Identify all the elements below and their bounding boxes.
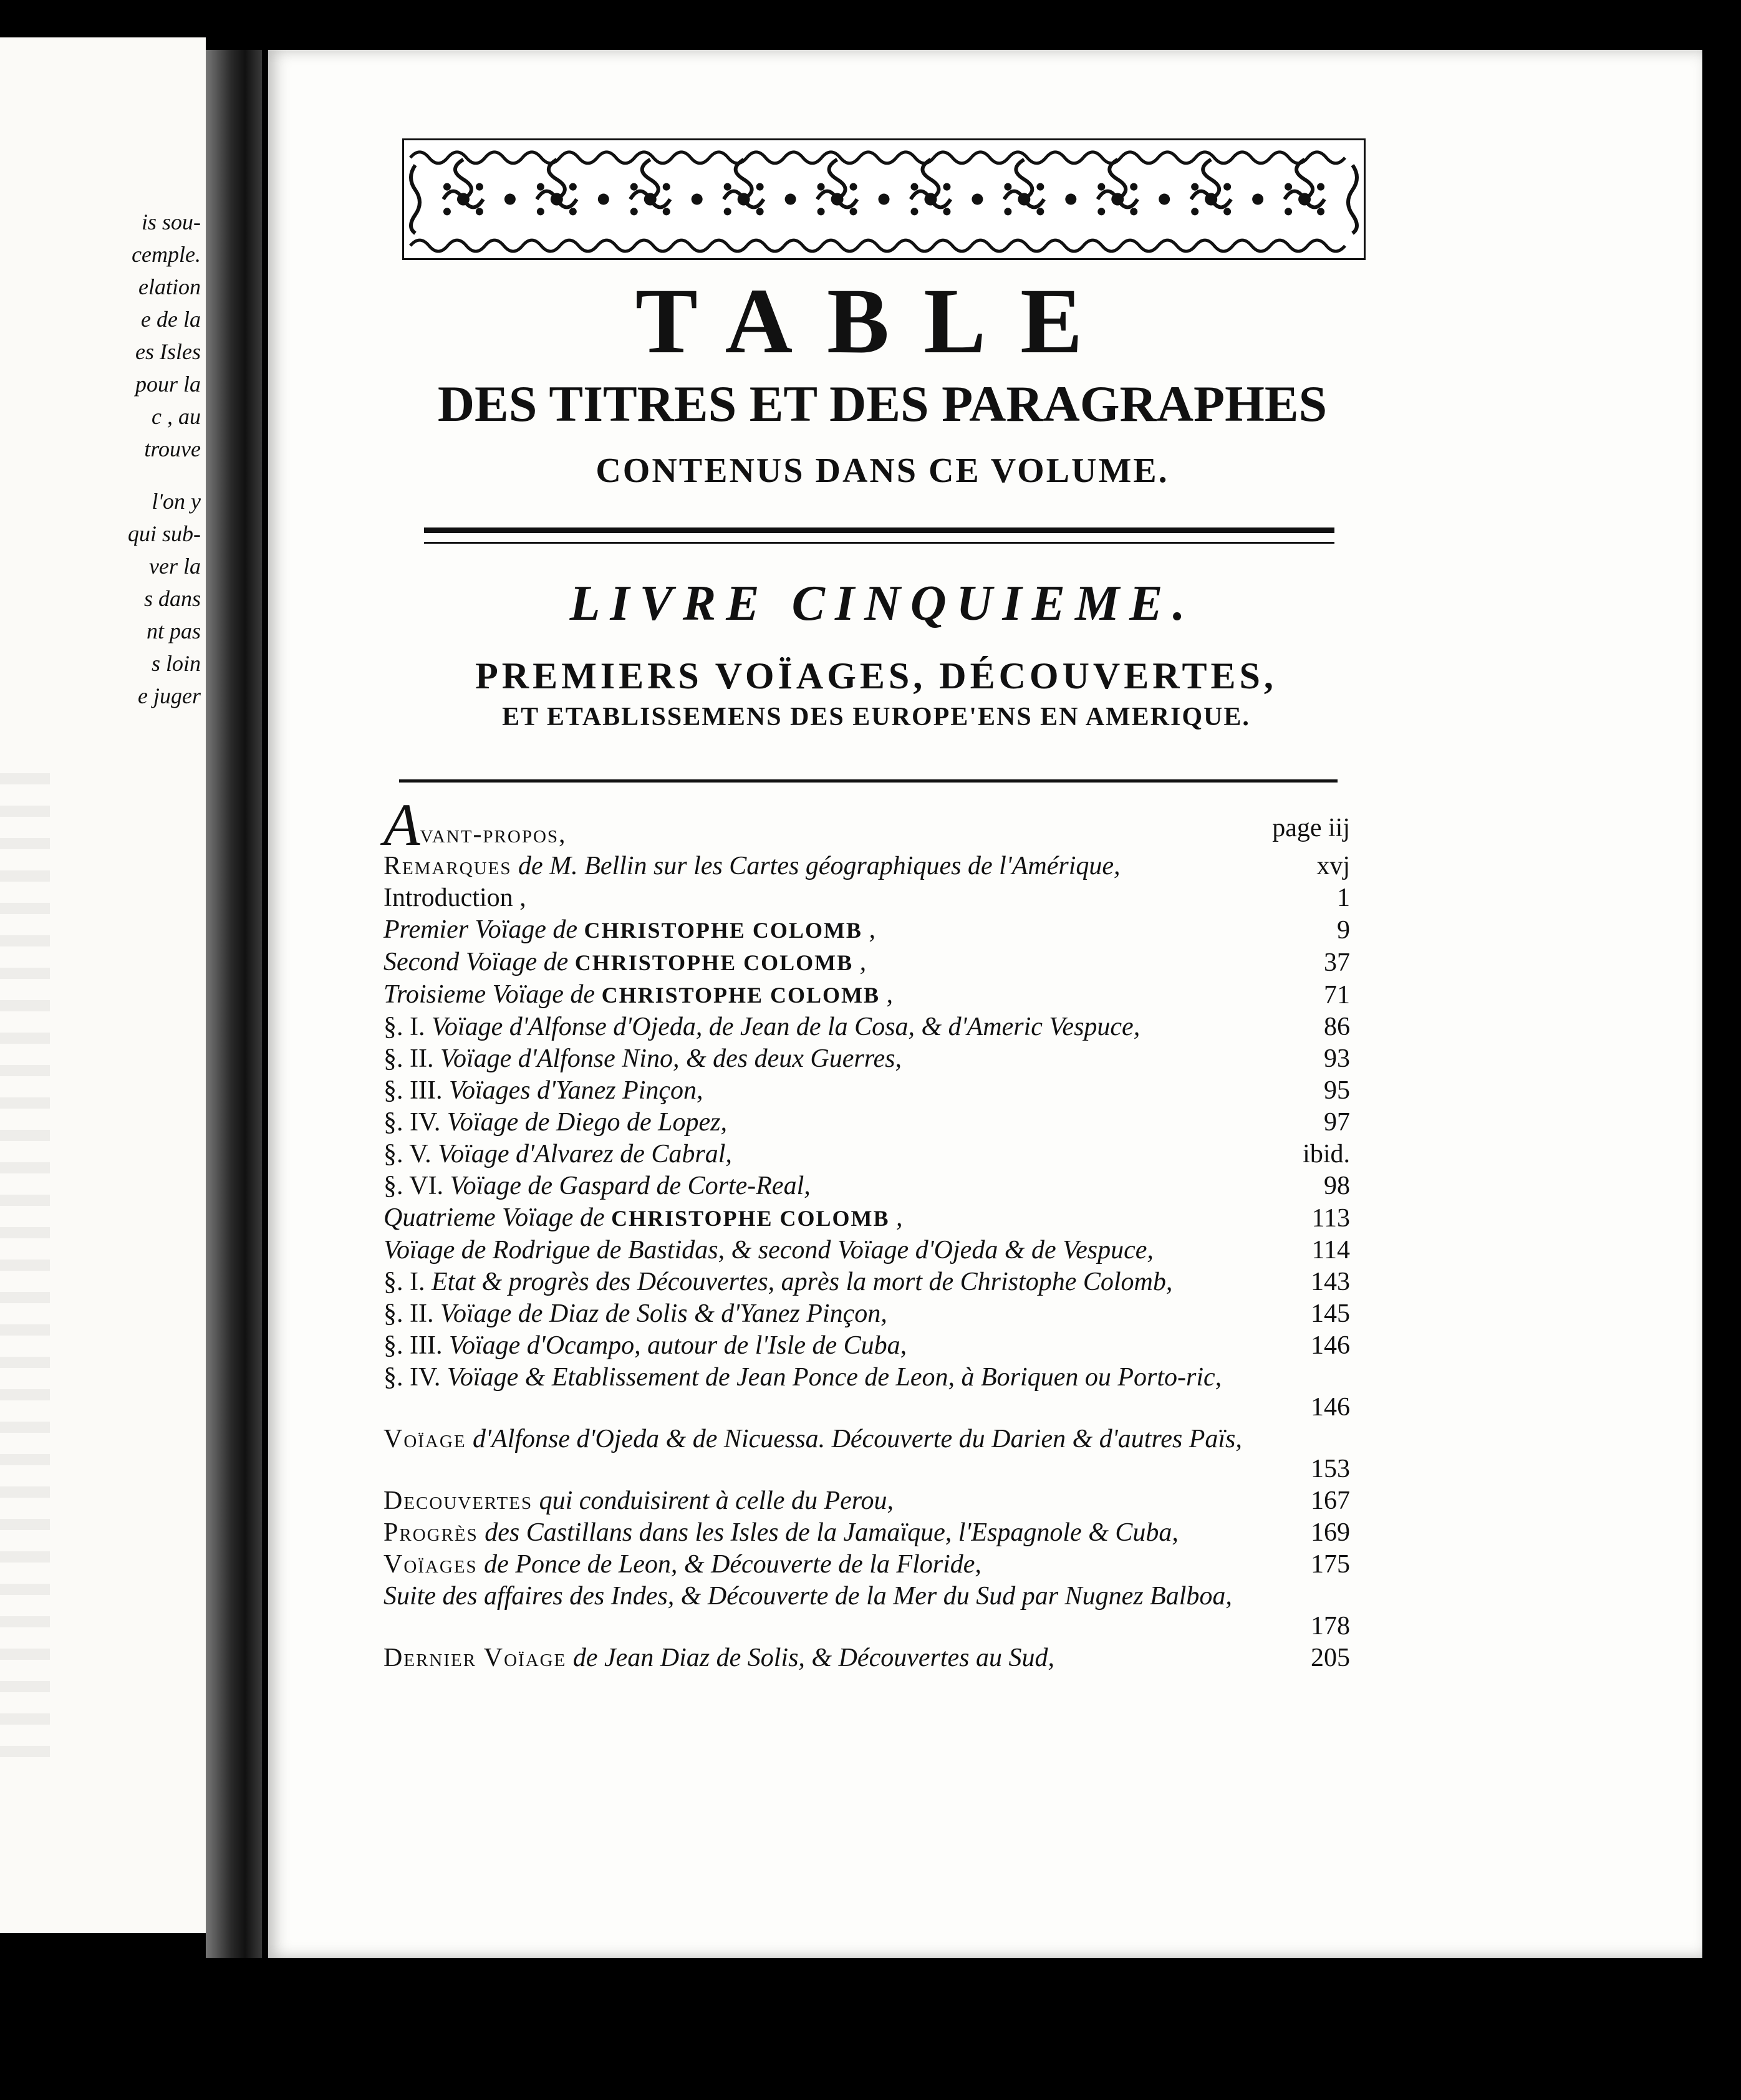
toc-section-number: §. II. bbox=[383, 1299, 440, 1328]
left-fragment: cemple. bbox=[132, 242, 201, 267]
toc-page-number: 146 bbox=[1311, 1393, 1350, 1422]
toc-page-number: 205 bbox=[1311, 1644, 1350, 1672]
toc-title: Premier Voïage de bbox=[383, 915, 584, 944]
toc-entry bbox=[383, 1011, 1350, 1043]
toc-page-number: 178 bbox=[1311, 1612, 1350, 1640]
headpiece-ornament bbox=[402, 138, 1366, 260]
toc-entry bbox=[383, 946, 1350, 979]
toc-title: Quatrieme Voïage de bbox=[383, 1203, 612, 1232]
toc-entry bbox=[383, 1266, 1350, 1298]
faded-show-through bbox=[0, 773, 50, 1771]
toc-entry bbox=[383, 1581, 1350, 1642]
book-heading: LIVRE CINQUIEME. bbox=[569, 576, 1195, 631]
toc-entry bbox=[383, 1235, 1350, 1266]
toc-entry bbox=[383, 979, 1350, 1011]
toc-section-number: §. IV. bbox=[383, 1108, 447, 1137]
toc-entry bbox=[383, 1139, 1350, 1170]
toc-page-number: 86 bbox=[1324, 1013, 1350, 1041]
table-of-contents bbox=[383, 787, 1350, 1674]
left-fragment: c , au bbox=[152, 404, 201, 429]
left-facing-page bbox=[0, 37, 206, 1933]
left-fragment: s dans bbox=[143, 586, 201, 611]
toc-person-name: CHRISTOPHE COLOMB bbox=[574, 950, 854, 975]
toc-entry bbox=[383, 787, 1350, 858]
toc-person-name: CHRISTOPHE COLOMB bbox=[601, 983, 880, 1008]
left-fragment: nt pas bbox=[146, 619, 201, 643]
toc-entry bbox=[383, 1330, 1350, 1362]
left-fragment: elation bbox=[138, 274, 201, 299]
toc-entry bbox=[383, 1362, 1350, 1423]
toc-lead: Voïage bbox=[383, 1425, 466, 1453]
toc-page-number: page iij bbox=[1272, 814, 1350, 842]
toc-lead: Dernier Voïage bbox=[383, 1644, 567, 1672]
toc-section-number: §. V. bbox=[383, 1140, 438, 1168]
toc-title: Voïage de Gaspard de Corte-Real, bbox=[450, 1172, 811, 1200]
toc-title: Voïage d'Alvarez de Cabral, bbox=[438, 1140, 732, 1168]
toc-section-number: §. III. bbox=[383, 1076, 449, 1105]
toc-page-number: 9 bbox=[1337, 916, 1350, 945]
toc-entry bbox=[383, 1423, 1350, 1485]
toc-section-number: §. IV. bbox=[383, 1363, 447, 1392]
left-fragment: l'on y bbox=[152, 489, 201, 514]
toc-page-number: 145 bbox=[1311, 1299, 1350, 1328]
toc-title: Introduction , bbox=[383, 884, 526, 912]
toc-person-name: CHRISTOPHE COLOMB bbox=[611, 1206, 890, 1231]
left-fragment: e de la bbox=[141, 307, 201, 332]
toc-page-number: 167 bbox=[1311, 1486, 1350, 1515]
toc-title: des Castillans dans les Isles de la Jamaïque, l'Espagnole & Cuba, bbox=[478, 1518, 1179, 1547]
toc-entry bbox=[383, 882, 1350, 914]
toc-title: d'Alfonse d'Ojeda & de Nicuessa. Découverte du Darien & d'autres Païs, bbox=[466, 1425, 1242, 1453]
toc-section-number: §. I. bbox=[383, 1268, 432, 1296]
left-fragment: ver la bbox=[149, 554, 201, 579]
double-rule-divider bbox=[424, 527, 1334, 544]
toc-page-number: 153 bbox=[1311, 1455, 1350, 1483]
section-heading: PREMIERS VOÏAGES, DÉCOUVERTES, bbox=[475, 655, 1277, 696]
toc-entry bbox=[383, 1485, 1350, 1517]
toc-entry bbox=[383, 1075, 1350, 1107]
toc-punct: , bbox=[862, 915, 875, 944]
toc-entry bbox=[383, 1202, 1350, 1235]
toc-title: Troisieme Voïage de bbox=[383, 980, 602, 1009]
left-fragment: s loin bbox=[151, 651, 201, 676]
section-subheading: ET ETABLISSEMENS DES EUROPE'ENS EN AMERIQUE. bbox=[502, 703, 1250, 731]
left-fragment: qui sub- bbox=[128, 521, 201, 546]
toc-punct: , bbox=[879, 980, 893, 1009]
toc-page-number: 37 bbox=[1324, 948, 1350, 977]
left-fragment: e juger bbox=[138, 683, 201, 708]
toc-section-number: §. III. bbox=[383, 1331, 449, 1360]
toc-title: de Ponce de Leon, & Découverte de la Floride, bbox=[477, 1550, 981, 1579]
toc-title: Suite des affaires des Indes, & Découverte de la Mer du Sud par Nugnez Balboa, bbox=[383, 1582, 1232, 1611]
toc-title: Second Voïage de bbox=[383, 948, 575, 976]
toc-title: vant-propos, bbox=[420, 820, 567, 849]
toc-page-number: 98 bbox=[1324, 1172, 1350, 1200]
toc-section-number: §. II. bbox=[383, 1044, 440, 1073]
toc-title: Etat & progrès des Découvertes, après la mort de Christophe Colomb, bbox=[432, 1268, 1173, 1296]
toc-title: Voïage d'Alfonse Nino, & des deux Guerres, bbox=[440, 1044, 902, 1073]
toc-lead: Voïages bbox=[383, 1550, 478, 1579]
toc-dropcap: A bbox=[383, 791, 420, 858]
toc-page-number: 143 bbox=[1311, 1268, 1350, 1296]
page-title: TABLE bbox=[635, 269, 1117, 373]
toc-title: Voïage & Etablissement de Jean Ponce de Leon, à Boriquen ou Porto-ric, bbox=[446, 1363, 1222, 1392]
toc-title: Voïage de Diego de Lopez, bbox=[446, 1108, 727, 1137]
toc-lead: Decouvertes bbox=[383, 1486, 533, 1515]
toc-entry bbox=[383, 850, 1350, 882]
title-subtitle: DES TITRES ET DES PARAGRAPHES bbox=[437, 375, 1328, 432]
toc-page-number: 93 bbox=[1324, 1044, 1350, 1073]
toc-title: Voïage de Diaz de Solis & d'Yanez Pinçon, bbox=[440, 1299, 887, 1328]
toc-entry bbox=[383, 1298, 1350, 1330]
toc-entry bbox=[383, 1107, 1350, 1139]
toc-entry bbox=[383, 914, 1350, 946]
toc-section-number: §. VI. bbox=[383, 1172, 450, 1200]
toc-lead: Remarques bbox=[383, 852, 512, 880]
toc-entry bbox=[383, 1043, 1350, 1075]
toc-punct: , bbox=[853, 948, 867, 976]
toc-entry bbox=[383, 1170, 1350, 1202]
toc-title: qui conduisirent à celle du Perou, bbox=[533, 1486, 894, 1515]
toc-title: Voïage de Rodrigue de Bastidas, & second Voïage d'Ojeda & de Vespuce, bbox=[383, 1236, 1154, 1264]
toc-title: de M. Bellin sur les Cartes géographiques de l'Amérique, bbox=[511, 852, 1121, 880]
toc-punct: , bbox=[889, 1203, 903, 1232]
toc-page-number: 114 bbox=[1311, 1236, 1350, 1264]
toc-entry bbox=[383, 1549, 1350, 1581]
toc-title: Voïages d'Yanez Pinçon, bbox=[448, 1076, 703, 1105]
toc-title: de Jean Diaz de Solis, & Découvertes au Sud, bbox=[566, 1644, 1054, 1672]
left-fragment: is sou- bbox=[141, 210, 201, 234]
toc-page-number: 146 bbox=[1311, 1331, 1350, 1360]
toc-lead: Progrès bbox=[383, 1518, 478, 1547]
left-fragment: trouve bbox=[144, 436, 201, 461]
left-fragment: pour la bbox=[135, 372, 201, 397]
book-gutter bbox=[206, 50, 262, 1958]
section-divider bbox=[399, 779, 1338, 783]
toc-section-number: §. I. bbox=[383, 1013, 432, 1041]
toc-entry bbox=[383, 1517, 1350, 1549]
toc-page-number: 71 bbox=[1324, 981, 1350, 1009]
toc-page-number: 97 bbox=[1324, 1108, 1350, 1137]
toc-person-name: CHRISTOPHE COLOMB bbox=[584, 918, 862, 943]
left-fragment: es Isles bbox=[135, 339, 201, 364]
toc-page-number: 175 bbox=[1311, 1550, 1350, 1579]
toc-page-number: xvj bbox=[1316, 852, 1350, 880]
toc-title: Voïage d'Alfonse d'Ojeda, de Jean de la Cosa, & d'Americ Vespuce, bbox=[432, 1013, 1141, 1041]
toc-page-number: ibid. bbox=[1303, 1140, 1350, 1168]
title-subtitle-secondary: CONTENUS DANS CE VOLUME. bbox=[596, 451, 1169, 490]
toc-title: Voïage d'Ocampo, autour de l'Isle de Cuba, bbox=[448, 1331, 907, 1360]
toc-page-number: 113 bbox=[1311, 1204, 1350, 1233]
left-page-text-fragments bbox=[128, 206, 201, 712]
toc-page-number: 1 bbox=[1337, 884, 1350, 912]
toc-entry bbox=[383, 1642, 1350, 1674]
toc-page-number: 95 bbox=[1324, 1076, 1350, 1105]
toc-page-number: 169 bbox=[1311, 1518, 1350, 1547]
